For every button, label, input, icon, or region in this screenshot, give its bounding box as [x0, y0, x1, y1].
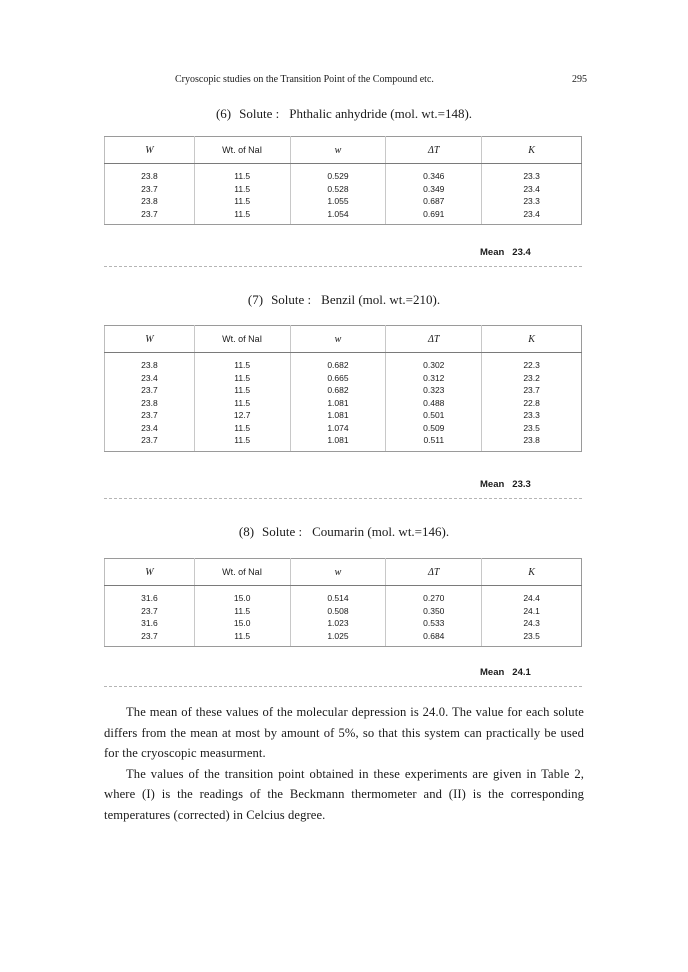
cell-wt-nai: 12.7 — [194, 409, 290, 422]
cell-W: 31.6 — [105, 617, 195, 630]
cell-w: 0.508 — [290, 605, 386, 618]
table-row — [105, 617, 582, 630]
cell-w: 0.528 — [290, 183, 386, 196]
cell-delta-t: 0.302 — [386, 353, 482, 372]
col-header-W: W — [105, 559, 195, 586]
cell-K: 24.4 — [482, 586, 582, 605]
cell-K: 23.4 — [482, 183, 582, 196]
cell-wt-nai: 11.5 — [194, 353, 290, 372]
col-header-delta-t: ΔT — [386, 559, 482, 586]
cell-K: 23.3 — [482, 164, 582, 183]
cell-K: 23.8 — [482, 434, 582, 451]
cell-wt-nai: 11.5 — [194, 195, 290, 208]
cell-delta-t: 0.323 — [386, 384, 482, 397]
cell-K: 22.3 — [482, 353, 582, 372]
col-header-K: K — [482, 559, 582, 586]
table-row — [105, 605, 582, 618]
table-row — [105, 372, 582, 385]
mean-label: Mean — [480, 667, 505, 678]
cell-w: 0.529 — [290, 164, 386, 183]
table-row — [105, 409, 582, 422]
cell-delta-t: 0.684 — [386, 630, 482, 647]
table-row — [105, 384, 582, 397]
cell-K: 24.1 — [482, 605, 582, 618]
col-header-wt-nai: Wt. of NaI — [194, 559, 290, 586]
cell-wt-nai: 11.5 — [194, 372, 290, 385]
cell-wt-nai: 15.0 — [194, 586, 290, 605]
table-row — [105, 397, 582, 410]
solute-compound: Phthalic anhydride (mol. wt.=148). — [289, 106, 473, 121]
solute-label: Solute : — [271, 292, 312, 307]
col-header-W: W — [105, 326, 195, 353]
cell-w: 1.074 — [290, 422, 386, 435]
cell-W: 23.7 — [105, 605, 195, 618]
cell-wt-nai: 11.5 — [194, 630, 290, 647]
cell-w: 1.025 — [290, 630, 386, 647]
table-row — [105, 586, 582, 605]
cell-K: 23.7 — [482, 384, 582, 397]
table-row — [105, 353, 582, 372]
solute-compound: Coumarin (mol. wt.=146). — [312, 524, 450, 539]
solute-compound: Benzil (mol. wt.=210). — [321, 292, 441, 307]
mean-label: Mean — [480, 247, 505, 258]
table-row — [105, 208, 582, 225]
cell-W: 23.4 — [105, 372, 195, 385]
cell-delta-t: 0.350 — [386, 605, 482, 618]
data-table-6 — [104, 136, 582, 225]
cell-delta-t: 0.511 — [386, 434, 482, 451]
cell-K: 23.3 — [482, 409, 582, 422]
mean-value: 23.4 — [512, 247, 531, 258]
table-caption-7 — [0, 292, 688, 308]
data-table-7 — [104, 325, 582, 452]
solute-label: Solute : — [239, 106, 280, 121]
table-header-row — [105, 137, 582, 164]
cell-W: 31.6 — [105, 586, 195, 605]
cell-W: 23.7 — [105, 409, 195, 422]
mean-row-6 — [480, 247, 582, 258]
cell-delta-t: 0.533 — [386, 617, 482, 630]
table-row — [105, 630, 582, 647]
data-table-8 — [104, 558, 582, 647]
cell-w: 1.081 — [290, 397, 386, 410]
table-header-row — [105, 559, 582, 586]
cell-w: 0.682 — [290, 384, 386, 397]
cell-delta-t: 0.270 — [386, 586, 482, 605]
cell-wt-nai: 11.5 — [194, 164, 290, 183]
col-header-wt-nai: Wt. of NaI — [194, 137, 290, 164]
cell-K: 23.3 — [482, 195, 582, 208]
mean-row-8 — [480, 667, 582, 678]
table-row — [105, 164, 582, 183]
cell-wt-nai: 11.5 — [194, 183, 290, 196]
cell-W: 23.8 — [105, 195, 195, 208]
col-header-delta-t: ΔT — [386, 326, 482, 353]
cell-W: 23.8 — [105, 164, 195, 183]
solute-label: Solute : — [262, 524, 303, 539]
table-row — [105, 434, 582, 451]
table-row — [105, 195, 582, 208]
page-number: 295 — [572, 74, 587, 85]
cell-W: 23.7 — [105, 384, 195, 397]
table-number: (8) — [238, 524, 255, 539]
cell-delta-t: 0.691 — [386, 208, 482, 225]
running-title: Cryoscopic studies on the Transition Point of the Compound etc. — [175, 74, 434, 85]
cell-delta-t: 0.346 — [386, 164, 482, 183]
table-number: (6) — [215, 106, 232, 121]
cell-K: 23.2 — [482, 372, 582, 385]
cell-w: 0.514 — [290, 586, 386, 605]
cell-K: 22.8 — [482, 397, 582, 410]
cell-W: 23.7 — [105, 183, 195, 196]
cell-w: 0.682 — [290, 353, 386, 372]
mean-value: 24.1 — [512, 667, 531, 678]
cell-w: 1.055 — [290, 195, 386, 208]
cell-wt-nai: 11.5 — [194, 384, 290, 397]
cell-w: 1.081 — [290, 409, 386, 422]
cell-delta-t: 0.349 — [386, 183, 482, 196]
col-header-delta-t: ΔT — [386, 137, 482, 164]
cell-wt-nai: 11.5 — [194, 422, 290, 435]
cell-w: 0.665 — [290, 372, 386, 385]
cell-w: 1.081 — [290, 434, 386, 451]
mean-value: 23.3 — [512, 479, 531, 490]
cell-K: 23.5 — [482, 422, 582, 435]
cell-wt-nai: 11.5 — [194, 434, 290, 451]
cell-wt-nai: 11.5 — [194, 208, 290, 225]
cell-w: 1.023 — [290, 617, 386, 630]
mean-row-7 — [480, 479, 582, 490]
cell-wt-nai: 11.5 — [194, 605, 290, 618]
cell-K: 24.3 — [482, 617, 582, 630]
body-text — [104, 702, 584, 825]
table-divider — [104, 686, 582, 687]
table-caption-8 — [0, 524, 688, 540]
cell-W: 23.4 — [105, 422, 195, 435]
col-header-K: K — [482, 326, 582, 353]
cell-K: 23.4 — [482, 208, 582, 225]
cell-W: 23.7 — [105, 630, 195, 647]
table-number: (7) — [247, 292, 264, 307]
cell-delta-t: 0.312 — [386, 372, 482, 385]
col-header-wt-nai: Wt. of NaI — [194, 326, 290, 353]
cell-wt-nai: 15.0 — [194, 617, 290, 630]
col-header-W: W — [105, 137, 195, 164]
col-header-w: w — [290, 559, 386, 586]
cell-K: 23.5 — [482, 630, 582, 647]
running-head — [175, 74, 587, 90]
col-header-w: w — [290, 137, 386, 164]
cell-W: 23.7 — [105, 434, 195, 451]
cell-delta-t: 0.687 — [386, 195, 482, 208]
paragraph: The mean of these values of the molecular depression is 24.0. The value for each solute differs from the mean at most by amount of 5%, so that this system can practically be used for the cryoscopic measurment. — [104, 705, 584, 760]
mean-label: Mean — [480, 479, 505, 490]
cell-W: 23.7 — [105, 208, 195, 225]
table-row — [105, 183, 582, 196]
cell-delta-t: 0.501 — [386, 409, 482, 422]
table-header-row — [105, 326, 582, 353]
cell-delta-t: 0.488 — [386, 397, 482, 410]
table-divider — [104, 266, 582, 267]
table-row — [105, 422, 582, 435]
cell-W: 23.8 — [105, 397, 195, 410]
paragraph: The values of the transition point obtained in these experiments are given in Table 2, where (I) is the readings of the Beckmann thermometer and (II) is the corresponding temperatures (corrected) in Celcius degree. — [104, 766, 584, 822]
cell-w: 1.054 — [290, 208, 386, 225]
col-header-w: w — [290, 326, 386, 353]
cell-wt-nai: 11.5 — [194, 397, 290, 410]
cell-delta-t: 0.509 — [386, 422, 482, 435]
cell-W: 23.8 — [105, 353, 195, 372]
col-header-K: K — [482, 137, 582, 164]
table-caption-6 — [0, 106, 688, 122]
table-divider — [104, 498, 582, 499]
